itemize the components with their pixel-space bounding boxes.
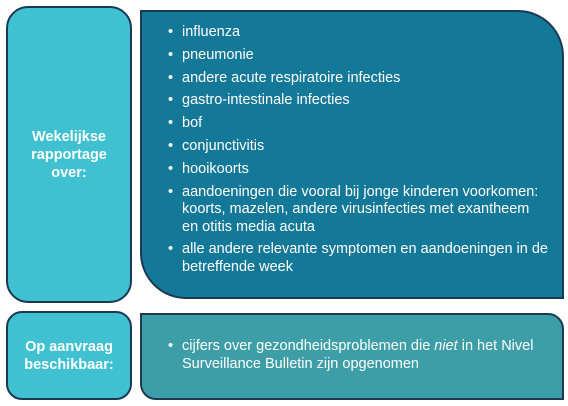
bullet-icon: • <box>168 46 174 63</box>
list-item-text: hooikoorts <box>182 160 249 177</box>
list-item-text: conjunctivitis <box>182 137 265 154</box>
list-item-text: bof <box>182 115 203 132</box>
bullet-icon: • <box>168 24 174 40</box>
bullet-icon: • <box>168 92 174 109</box>
list-item-text: alle andere relevante symptomen en aandoeningen in de betreffende week <box>182 241 548 275</box>
text-after: in het Nivel Surveillance Bulletin zijn opgenomen <box>182 338 534 372</box>
bullet-icon: • <box>168 115 174 132</box>
list-item-text <box>182 338 533 372</box>
bullet-icon: • <box>168 160 174 177</box>
weekly-label-box <box>6 6 132 303</box>
list-item-text: pneumonie <box>182 46 254 63</box>
text-emphasis: niet <box>434 338 458 354</box>
list-item <box>168 47 548 65</box>
list-item <box>168 338 548 373</box>
weekly-list <box>168 24 548 282</box>
on-request-content-box <box>140 313 564 400</box>
list-item-text: aandoeningen die vooral bij jonge kinderen voorkomen: koorts, mazelen, andere virusinfecties met exantheem en otitis media acuta <box>182 183 539 235</box>
bullet-icon: • <box>168 338 174 354</box>
weekly-content-box <box>140 10 564 299</box>
list-item <box>168 115 548 133</box>
list-item <box>168 24 548 42</box>
weekly-label: Wekelijkse rapportage over: <box>31 128 107 181</box>
list-item <box>168 70 548 88</box>
bullet-icon: • <box>168 69 174 86</box>
on-request-label-box <box>6 311 132 400</box>
list-item <box>168 184 548 237</box>
bullet-icon: • <box>168 241 174 258</box>
list-item-text: andere acute respiratoire infecties <box>182 69 401 86</box>
bullet-icon: • <box>168 183 174 200</box>
text-before: cijfers over gezondheidsproblemen die <box>182 338 435 354</box>
on-request-list <box>168 338 548 378</box>
list-item-text: gastro-intestinale infecties <box>182 92 350 109</box>
list-item-text: influenza <box>182 24 241 40</box>
bullet-icon: • <box>168 137 174 154</box>
list-item <box>168 241 548 276</box>
list-item <box>168 138 548 156</box>
list-item <box>168 92 548 110</box>
list-item <box>168 161 548 179</box>
on-request-label: Op aanvraag beschikbaar: <box>24 338 114 373</box>
